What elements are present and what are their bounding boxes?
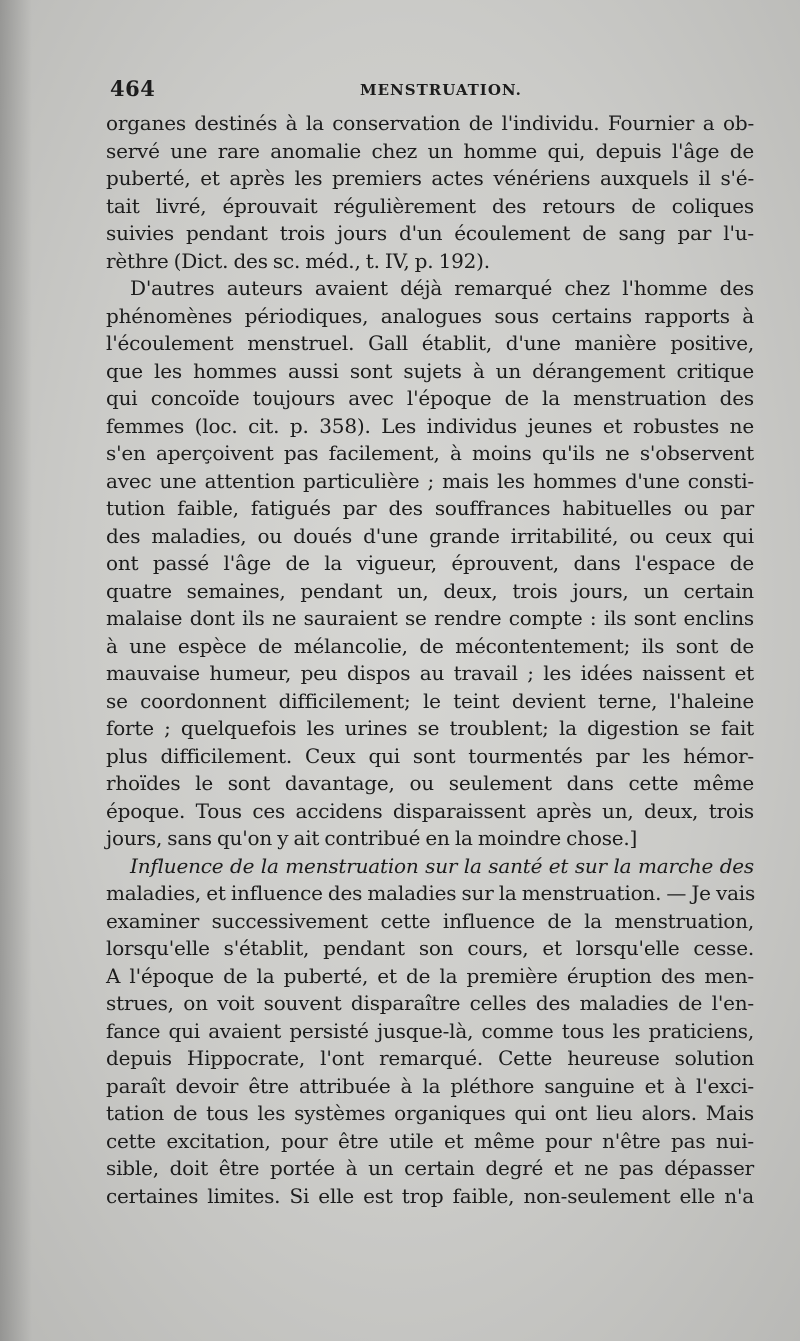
text-line: des maladies, ou doués d'une grande irritabilité, ou ceux qui xyxy=(106,523,754,548)
text-line: jours, sans qu'on y ait contribué en la moindre chose.] xyxy=(106,826,638,850)
section-heading-line: maladies, et influence des maladies sur la menstruation. — Je vais xyxy=(106,881,756,905)
running-title: MENSTRUATION. xyxy=(360,81,522,99)
section-heading-line: Influence de la menstruation sur la santé et sur la marche des xyxy=(130,853,754,878)
text-line: ont passé l'âge de la vigueur, éprouvent, dans l'espace de xyxy=(106,551,754,575)
text-line: depuis Hippocrate, l'ont remarqué. Cette heureuse solution xyxy=(106,1046,754,1070)
text-line: quatre semaines, pendant un, deux, trois jours, un certain xyxy=(106,578,754,603)
text-line: organes destinés à la conservation de l'individu. Fournier a ob- xyxy=(106,111,754,135)
text-line: mauvaise humeur, peu dispos au travail ; les idées naissent et xyxy=(106,661,754,685)
text-line: époque. Tous ces accidens disparaissent après un, deux, trois xyxy=(106,798,754,823)
text-line: A l'époque de la puberté, et de la première éruption des men- xyxy=(106,963,754,988)
text-line: rhoïdes le sont davantage, ou seulement dans cette même xyxy=(106,771,754,795)
text-line: s'en aperçoivent pas facilement, à moins qu'ils ne s'observent xyxy=(106,441,754,465)
page-header xyxy=(110,76,752,106)
text-line: avec une attention particulière ; mais les hommes d'une consti- xyxy=(106,468,754,493)
text-line: qui concoïde toujours avec l'époque de la menstruation des xyxy=(106,386,754,410)
text-line: malaise dont ils ne sauraient se rendre compte : ils sont enclins xyxy=(106,606,754,630)
text-line: rèthre (Dict. des sc. méd., t. IV, p. 192). xyxy=(106,248,490,273)
text-line: tution faible, fatigués par des souffrances habituelles ou par xyxy=(106,496,754,520)
text-line: se coordonnent difficilement; le teint devient terne, l'haleine xyxy=(106,688,754,713)
text-line: servé une rare anomalie chez un homme qui, depuis l'âge de xyxy=(106,138,754,163)
text-line: l'écoulement menstruel. Gall établit, d'une manière positive, xyxy=(106,331,754,355)
text-line: suivies pendant trois jours d'un écoulement de sang par l'u- xyxy=(106,221,754,245)
text-line: examiner successivement cette influence de la menstruation, xyxy=(106,908,754,933)
text-line: D'autres auteurs avaient déjà remarqué chez l'homme des xyxy=(130,276,754,300)
text-line: lorsqu'elle s'établit, pendant son cours, et lorsqu'elle cesse. xyxy=(106,936,754,960)
text-line: tait livré, éprouvait régulièrement des retours de coliques xyxy=(106,193,754,218)
body-text xyxy=(106,110,754,1210)
page-number: 464 xyxy=(110,76,156,101)
text-line: à une espèce de mélancolie, de mécontentement; ils sont de xyxy=(106,633,754,658)
text-line: femmes (loc. cit. p. 358). Les individus jeunes et robustes ne xyxy=(106,413,754,438)
text-line: strues, on voit souvent disparaître celles des maladies de l'en- xyxy=(106,991,754,1015)
text-line: que les hommes aussi sont sujets à un dérangement critique xyxy=(106,358,754,383)
text-line: puberté, et après les premiers actes vénériens auxquels il s'é- xyxy=(106,166,754,190)
text-line: tation de tous les systèmes organiques qui ont lieu alors. Mais xyxy=(106,1101,754,1125)
text-line: fance qui avaient persisté jusque-là, comme tous les praticiens, xyxy=(106,1018,754,1043)
text-line: paraît devoir être attribuée à la pléthore sanguine et à l'exci- xyxy=(106,1073,754,1098)
text-line: forte ; quelquefois les urines se troublent; la digestion se fait xyxy=(106,716,754,740)
spine-shadow xyxy=(0,0,32,1341)
text-line: sible, doit être portée à un certain degré et ne pas dépasser xyxy=(106,1156,754,1180)
text-line: phénomènes périodiques, analogues sous certains rapports à xyxy=(106,303,754,328)
text-line: plus difficilement. Ceux qui sont tourmentés par les hémor- xyxy=(106,743,754,768)
text-line: certaines limites. Si elle est trop faible, non-seulement elle n'a xyxy=(106,1183,754,1208)
text-line: cette excitation, pour être utile et même pour n'être pas nui- xyxy=(106,1128,754,1153)
